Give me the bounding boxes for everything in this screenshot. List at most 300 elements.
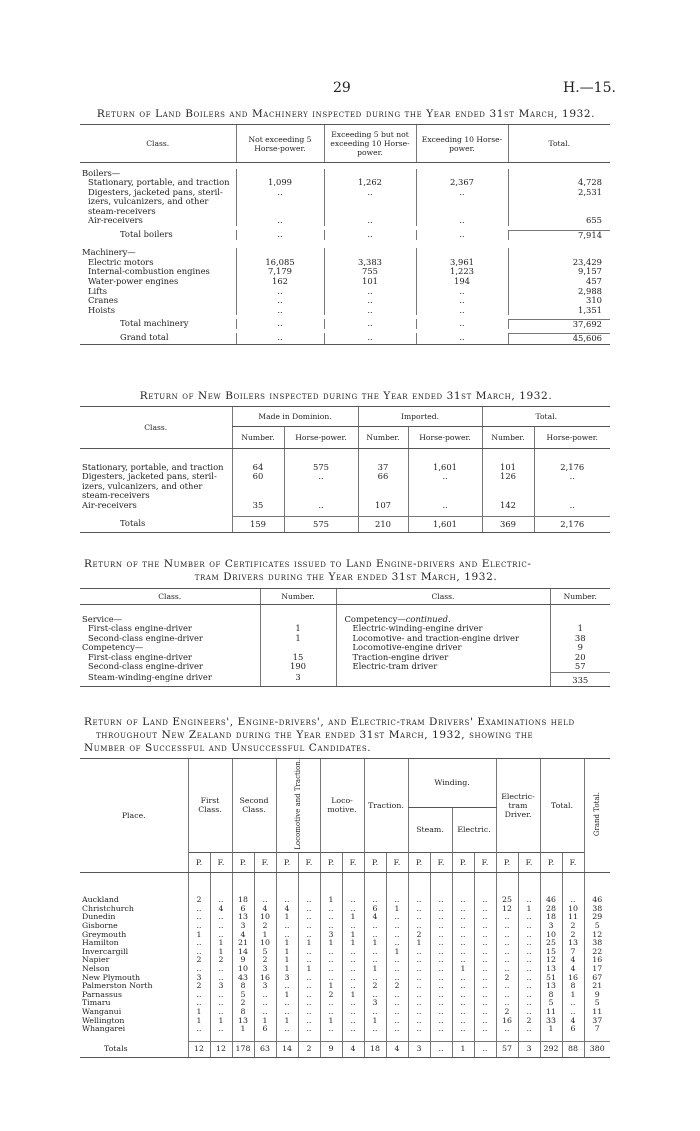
row-label: Electric-winding-engine driver [336, 624, 550, 634]
spacer-cell [452, 872, 474, 896]
spacer-cell [408, 449, 482, 463]
row-label: izers, vulcanizers, and other [88, 196, 209, 207]
cell-value: 2 [496, 974, 518, 983]
cell-value: .. [408, 1008, 430, 1017]
spacer-cell [342, 1034, 364, 1042]
cell-value: 22 [584, 948, 610, 957]
cell-value: .. [518, 931, 540, 940]
spacer-cell [342, 872, 364, 896]
col-failed: F. [562, 852, 584, 872]
document-reference: H.—15. [563, 80, 616, 96]
cell-value: .. [386, 931, 408, 940]
certificates-table [80, 588, 610, 687]
col-failed: F. [474, 852, 496, 872]
cell-value: 1,099 [236, 178, 324, 188]
cell-value: .. [474, 1008, 496, 1017]
cell-value: .. [236, 306, 324, 316]
cell-value: .. [496, 913, 518, 922]
row-label: Locomotive- and traction-engine driver [336, 634, 550, 644]
cell-total: 1,351 [508, 306, 610, 316]
cell-value [324, 197, 416, 207]
spacer-cell [80, 240, 610, 248]
cell-value: .. [496, 956, 518, 965]
spacer-cell [408, 872, 430, 896]
cell-value: .. [518, 922, 540, 931]
cell-total: 12 [188, 1042, 210, 1058]
cell-value: .. [236, 296, 324, 306]
cell-value: .. [236, 319, 324, 329]
row-place: Timaru [82, 998, 111, 1008]
cell-value: .. [236, 230, 324, 240]
cell-value: .. [188, 905, 210, 914]
cell-total: 37,692 [508, 319, 610, 329]
cell-value: 6 [232, 905, 254, 914]
spacer-cell [320, 872, 342, 896]
cell-value: .. [386, 999, 408, 1008]
cell-value: .. [452, 1017, 474, 1026]
cell-value: 13 [232, 913, 254, 922]
cell-value: .. [452, 982, 474, 991]
cell-value: .. [416, 333, 508, 344]
cell-value: .. [298, 905, 320, 914]
row-label: Air-receivers [88, 215, 143, 226]
cell-value: .. [408, 472, 482, 482]
col-winding-steam: Steam. [408, 807, 452, 852]
cell-value: .. [518, 939, 540, 948]
row-label: Electric motors [88, 256, 154, 267]
cell-value [482, 482, 534, 492]
table-row [80, 230, 610, 240]
cell-value: 7,179 [236, 267, 324, 277]
col-second-class: Second Class. [232, 759, 276, 853]
cell-value: 25 [496, 896, 518, 905]
spacer-row [80, 449, 610, 463]
cell-value: 46 [584, 896, 610, 905]
cell-value: .. [452, 1008, 474, 1017]
cell-value: .. [474, 956, 496, 965]
cell-value: .. [474, 905, 496, 914]
table-row [80, 491, 610, 501]
cell-total: 1 [452, 1042, 474, 1058]
cell-value: 5 [232, 991, 254, 1000]
cell-value: .. [452, 913, 474, 922]
cell-value: .. [188, 999, 210, 1008]
cell-value: .. [188, 948, 210, 957]
cell-value: .. [474, 939, 496, 948]
cell-value: 5 [254, 948, 276, 957]
col-number: Number. [482, 427, 534, 449]
cell-value: .. [408, 974, 430, 983]
spacer-cell [584, 1034, 610, 1042]
cell-value: 1 [342, 913, 364, 922]
col-place: Place. [80, 759, 188, 873]
col-first-class: First Class. [188, 759, 232, 853]
col-tram-driver: Electric-tram Driver. [496, 759, 540, 853]
spacer-cell [364, 1034, 386, 1042]
cell-value: 2 [188, 956, 210, 965]
cell-total: 3 [408, 1042, 430, 1058]
cell-value: .. [386, 913, 408, 922]
cell-value: .. [320, 1008, 342, 1017]
cell-value: .. [276, 999, 298, 1008]
spacer-cell [518, 872, 540, 896]
cell-value: .. [188, 965, 210, 974]
cell-value: 3 [364, 999, 386, 1008]
cell-value: .. [254, 999, 276, 1008]
cell-value: .. [324, 333, 416, 344]
spacer-cell [430, 1034, 452, 1042]
cell-value: .. [386, 1008, 408, 1017]
cell-value: .. [320, 1025, 342, 1034]
cell-value: .. [210, 913, 232, 922]
cell-value: .. [430, 913, 452, 922]
cell-value: .. [496, 999, 518, 1008]
cell-value: .. [342, 965, 364, 974]
cell-value: .. [364, 991, 386, 1000]
row-label: Electric-tram driver [336, 662, 550, 672]
col-passed: P. [496, 852, 518, 872]
col-class: Class. [80, 125, 236, 163]
cell-value: .. [386, 939, 408, 948]
cell-value: 4 [364, 913, 386, 922]
cell-value: .. [430, 948, 452, 957]
row-place: Napier [82, 955, 110, 965]
cell-value: 38 [584, 905, 610, 914]
cell-value: .. [430, 905, 452, 914]
col-passed: P. [320, 852, 342, 872]
cell-value: .. [298, 982, 320, 991]
cell-value: .. [210, 991, 232, 1000]
cell-value: .. [298, 913, 320, 922]
cell-value: 64 [232, 463, 284, 473]
cell-value: .. [408, 999, 430, 1008]
cell-value: 1 [386, 948, 408, 957]
cell-value: .. [408, 991, 430, 1000]
row-place: Dunedin [82, 912, 116, 922]
cell-value: 4 [276, 905, 298, 914]
cell-value: 28 [540, 905, 562, 914]
row-label: Grand total [80, 333, 236, 344]
cell-value: .. [364, 974, 386, 983]
cell-value: .. [430, 1017, 452, 1026]
col-class-left: Class. [80, 589, 260, 605]
col-failed: F. [298, 852, 320, 872]
cell-value: .. [320, 913, 342, 922]
cell-value: .. [518, 913, 540, 922]
cell-value: 1 [298, 965, 320, 974]
cell-value: .. [518, 948, 540, 957]
cell-value: .. [518, 982, 540, 991]
cell-value: 3 [540, 922, 562, 931]
cell-value: .. [518, 991, 540, 1000]
cell-value: 33 [540, 1017, 562, 1026]
spacer-cell [358, 449, 408, 463]
cell-value: 8 [562, 982, 584, 991]
cell-value: 10 [562, 905, 584, 914]
cell-value: .. [430, 974, 452, 983]
cell-value: .. [562, 896, 584, 905]
col-number: Number. [358, 427, 408, 449]
cell-value: .. [430, 896, 452, 905]
col-horse-power: Horse-power. [408, 427, 482, 449]
col-failed: F. [386, 852, 408, 872]
cell-value: .. [364, 931, 386, 940]
spacer-cell [298, 872, 320, 896]
col-failed: F. [254, 852, 276, 872]
cell-value: .. [562, 1008, 584, 1017]
cell-value [358, 482, 408, 492]
cell-value: .. [320, 999, 342, 1008]
cell-value: 2 [364, 982, 386, 991]
cell-value: .. [342, 999, 364, 1008]
cell-value: .. [452, 931, 474, 940]
cell-value: 12 [496, 905, 518, 914]
cell-value: 29 [584, 913, 610, 922]
spacer-cell [232, 449, 284, 463]
cell-value: 1 [320, 939, 342, 948]
cell-value: 38 [550, 634, 610, 644]
cell-total: 655 [508, 216, 610, 226]
cell-value: .. [474, 982, 496, 991]
cell-value: .. [298, 991, 320, 1000]
cell-total: 45,606 [508, 333, 610, 344]
cell-value: .. [416, 230, 508, 240]
col-horse-power: Horse-power. [534, 427, 610, 449]
cell-value: .. [298, 922, 320, 931]
cell-value: 1 [452, 965, 474, 974]
row-label: Water-power engines [88, 275, 179, 286]
cell-value: 1,601 [408, 463, 482, 473]
cell-value: .. [276, 896, 298, 905]
cell-value: 1,262 [324, 178, 416, 188]
col-class: Class. [80, 407, 232, 449]
cell-value: .. [496, 1025, 518, 1034]
cell-value: 3,961 [416, 258, 508, 268]
row-place: Wanganui [82, 1006, 122, 1016]
cell-value: 1 [276, 956, 298, 965]
cell-value: 126 [482, 472, 534, 482]
row-label: Stationary, portable, and traction [88, 177, 230, 188]
cell-value: 5 [584, 922, 610, 931]
spacer-cell [276, 1034, 298, 1042]
cell-value: .. [342, 896, 364, 905]
cell-value: 3 [232, 922, 254, 931]
cell-value: .. [298, 1025, 320, 1034]
exams-title-line2: throughout New Zealand during the Year ended 31st March, 1932, showing the [96, 729, 534, 741]
group-row [80, 248, 610, 258]
cell-value: .. [276, 931, 298, 940]
group-made-in-dominion: Made in Dominion. [232, 407, 358, 427]
row-label: Competency— [82, 642, 144, 653]
cell-value [534, 482, 610, 492]
cell-value: .. [210, 999, 232, 1008]
cell-value: 1 [188, 1017, 210, 1026]
cell-value: .. [210, 896, 232, 905]
cell-value: .. [408, 913, 430, 922]
spacer-cell [430, 872, 452, 896]
cell-value: .. [416, 296, 508, 306]
cell-value: .. [386, 896, 408, 905]
cell-total: 2,988 [508, 287, 610, 297]
cell-value: .. [496, 991, 518, 1000]
cell-total: 292 [540, 1042, 562, 1058]
col-grand-total: Grand Total. [592, 792, 601, 837]
cell-value: .. [364, 1008, 386, 1017]
cell-value: .. [452, 922, 474, 931]
cell-value: .. [276, 982, 298, 991]
cell-value: .. [408, 905, 430, 914]
cell-value: 16 [254, 974, 276, 983]
cell-value: .. [298, 1017, 320, 1026]
cell-value: 3,383 [324, 258, 416, 268]
spacer-cell [80, 1034, 188, 1042]
cell-value: .. [284, 472, 358, 482]
cell-value: .. [276, 922, 298, 931]
cell-value: 37 [584, 1017, 610, 1026]
cell-value: .. [496, 922, 518, 931]
cell-value: 3 [210, 982, 232, 991]
cell-value: .. [324, 296, 416, 306]
cell-value: .. [416, 216, 508, 226]
row-place: Parnassus [82, 989, 122, 999]
cell-value: 3 [276, 974, 298, 983]
cell-value: 101 [482, 463, 534, 473]
cell-value: .. [320, 905, 342, 914]
cell-value: .. [496, 948, 518, 957]
cell-value: 1 [562, 991, 584, 1000]
cell-value: 18 [232, 896, 254, 905]
empty-cell [336, 673, 550, 687]
col-5-10hp: Exceeding 5 but not exceeding 10 Horse-power. [324, 125, 416, 163]
row-place: New Plymouth [82, 972, 140, 982]
col-winding: Winding. [408, 759, 496, 808]
cell-value: .. [416, 319, 508, 329]
cell-value: .. [562, 999, 584, 1008]
row-label: izers, vulcanizers, and other [82, 480, 203, 491]
cell-value: 2 [320, 991, 342, 1000]
cell-value: .. [430, 982, 452, 991]
cell-value: 2 [254, 956, 276, 965]
cell-value: .. [386, 965, 408, 974]
cell-value: 10 [254, 939, 276, 948]
cell-value: .. [254, 991, 276, 1000]
cell-value: 3 [188, 974, 210, 983]
spacer-cell [298, 1034, 320, 1042]
row-label: Digesters, jacketed pans, steril- [88, 186, 223, 197]
row-label: steam-receivers [88, 205, 156, 216]
spacer-row [80, 872, 610, 896]
cell-value: 1 [232, 1025, 254, 1034]
cell-value: .. [210, 965, 232, 974]
cell-value: .. [188, 939, 210, 948]
row-place: Palmerston North [82, 981, 153, 991]
cell-total: 380 [584, 1042, 610, 1058]
col-number-right: Number. [550, 589, 610, 605]
cell-value: 1 [276, 991, 298, 1000]
row-place: Wellington [82, 1015, 125, 1025]
cell-total: 63 [254, 1042, 276, 1058]
row-place: Christchurch [82, 903, 134, 913]
cell-value: 2 [386, 982, 408, 991]
cell-value: 6 [254, 1025, 276, 1034]
cell-value: 8 [540, 991, 562, 1000]
cell-value: 15 [540, 948, 562, 957]
cell-value: 107 [358, 501, 408, 511]
cell-value: .. [324, 287, 416, 297]
cell-value: 190 [260, 662, 336, 672]
cell-value: .. [188, 913, 210, 922]
cell-value: 5 [584, 999, 610, 1008]
cell-value: .. [430, 922, 452, 931]
cell-value: 3 [254, 982, 276, 991]
cell-value: .. [452, 905, 474, 914]
cell-total: .. [430, 1042, 452, 1058]
cell-value: 25 [540, 939, 562, 948]
cell-value: 575 [284, 463, 358, 473]
spacer-cell [320, 1034, 342, 1042]
col-total: Total. [508, 125, 610, 163]
cell-value: 3 [254, 965, 276, 974]
cell-value: 7 [584, 1025, 610, 1034]
spacer-cell [80, 605, 260, 615]
cell-value: 1 [210, 1017, 232, 1026]
cell-value: .. [474, 1025, 496, 1034]
cell-value: 2,176 [534, 463, 610, 473]
cell-value: .. [342, 905, 364, 914]
spacer-row [80, 240, 610, 248]
cell-value: .. [408, 956, 430, 965]
cell-value: 18 [540, 913, 562, 922]
cell-value [236, 197, 324, 207]
col-passed: P. [232, 852, 254, 872]
cell-value: .. [496, 965, 518, 974]
certificates-title-line2: tram Drivers during the Year ended 31st March, 1932. [194, 571, 498, 583]
cell-value: .. [452, 956, 474, 965]
spacer-cell [232, 872, 254, 896]
spacer-row [80, 1034, 610, 1042]
cell-value: 35 [232, 501, 284, 511]
cell-value: 6 [364, 905, 386, 914]
cell-value: 15 [260, 653, 336, 663]
table-row [80, 333, 610, 344]
cell-value: 2 [562, 922, 584, 931]
cell-value: .. [452, 999, 474, 1008]
cell-value: 17 [584, 965, 610, 974]
col-failed: F. [342, 852, 364, 872]
cell-value: .. [324, 216, 416, 226]
row-label: Internal-combustion engines [88, 266, 210, 277]
cell-total: 575 [284, 516, 358, 532]
cell-total: 4,728 [508, 178, 610, 188]
spacer-cell [254, 1034, 276, 1042]
row-label: steam-receivers [82, 490, 150, 501]
table-row [80, 634, 610, 644]
cell-value: 4 [562, 1017, 584, 1026]
cell-value: .. [430, 999, 452, 1008]
cell-value: .. [474, 922, 496, 931]
cell-value: .. [210, 974, 232, 983]
cell-value: .. [386, 1017, 408, 1026]
cell-value: .. [342, 1008, 364, 1017]
cell-value: 7 [562, 948, 584, 957]
cell-value: .. [408, 965, 430, 974]
col-number-left: Number. [260, 589, 336, 605]
row-label: Second-class engine-driver [88, 632, 203, 643]
cell-value: 4 [254, 905, 276, 914]
cell-value: .. [364, 896, 386, 905]
cell-total: .. [474, 1042, 496, 1058]
table-row [80, 482, 610, 492]
